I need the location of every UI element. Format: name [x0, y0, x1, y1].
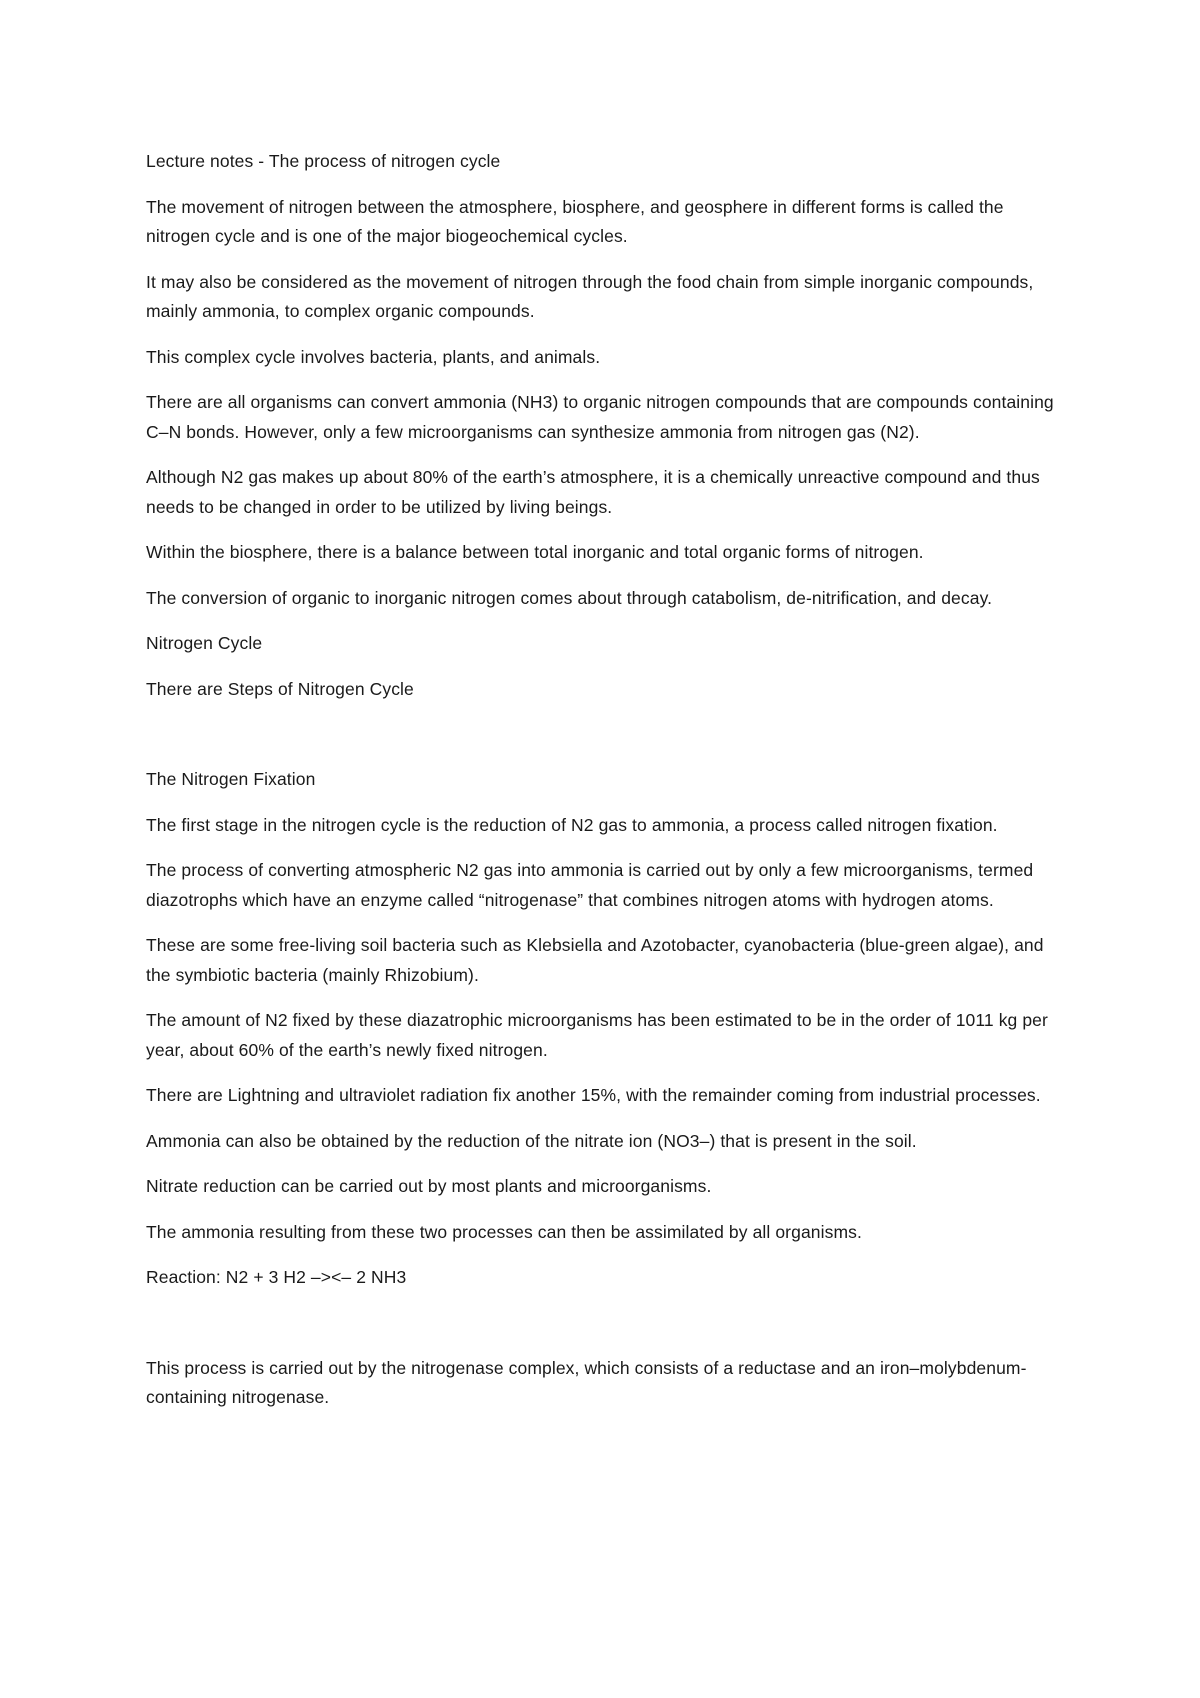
paragraph: The process of converting atmospheric N2 gas into ammonia is carried out by only a few microorganisms, termed diazotrophs which have an enzyme called “nitrogenase” that combines nitrogen atoms with hydrogen atoms.	[146, 860, 1034, 910]
paragraph: It may also be considered as the movement of nitrogen through the food chain from simple inorganic compounds, mainly ammonia, to complex organic compounds.	[146, 271, 1034, 321]
section-heading: Nitrogen Cycle	[146, 633, 263, 653]
paragraph: Within the biosphere, there is a balance between total inorganic and total organic forms of nitrogen.	[146, 542, 924, 562]
paragraph: The first stage in the nitrogen cycle is the reduction of N2 gas to ammonia, a process called nitrogen fixation.	[146, 814, 998, 835]
section-heading: The Nitrogen Fixation	[146, 769, 316, 789]
paragraph: The conversion of organic to inorganic nitrogen comes about through catabolism, de-nitrification, and decay.	[146, 587, 993, 608]
paragraph: These are some free-living soil bacteria such as Klebsiella and Azotobacter, cyanobacteria (blue-green algae), and the symbiotic bacteria (mainly Rhizobium).	[146, 935, 1044, 985]
paragraph: There are all organisms can convert ammonia (NH3) to organic nitrogen compounds that are compounds containing C–N bonds. However, only a few microorganisms can synthesize ammonia from nitrogen gas (N2).	[146, 392, 1054, 442]
paragraph: The amount of N2 fixed by these diazatrophic microorganisms has been estimated to be in the order of 1011 kg per year, about 60% of the earth’s newly fixed nitrogen.	[146, 1010, 1048, 1060]
paragraph: There are Steps of Nitrogen Cycle	[146, 678, 414, 699]
paragraph: This process is carried out by the nitrogenase complex, which consists of a reductase and an iron–molybdenum-containing nitrogenase.	[146, 1357, 1027, 1407]
paragraph: The movement of nitrogen between the atmosphere, biosphere, and geosphere in different forms is called the nitrogen cycle and is one of the major biogeochemical cycles.	[146, 196, 1004, 246]
paragraph: This complex cycle involves bacteria, plants, and animals.	[146, 346, 601, 367]
paragraph: Ammonia can also be obtained by the reduction of the nitrate ion (NO3–) that is present in the soil.	[146, 1130, 917, 1151]
reaction-equation: Reaction: N2 + 3 H2 –><– 2 NH3	[146, 1267, 407, 1287]
paragraph: The ammonia resulting from these two processes can then be assimilated by all organisms.	[146, 1221, 862, 1242]
paragraph: Although N2 gas makes up about 80% of the earth’s atmosphere, it is a chemically unreactive compound and thus needs to be changed in order to be utilized by living beings.	[146, 467, 1040, 517]
document-title: Lecture notes - The process of nitrogen cycle	[146, 151, 501, 171]
document-body	[146, 147, 1066, 1429]
paragraph: There are Lightning and ultraviolet radiation fix another 15%, with the remainder coming from industrial processes.	[146, 1085, 1041, 1105]
paragraph: Nitrate reduction can be carried out by most plants and microorganisms.	[146, 1176, 712, 1196]
